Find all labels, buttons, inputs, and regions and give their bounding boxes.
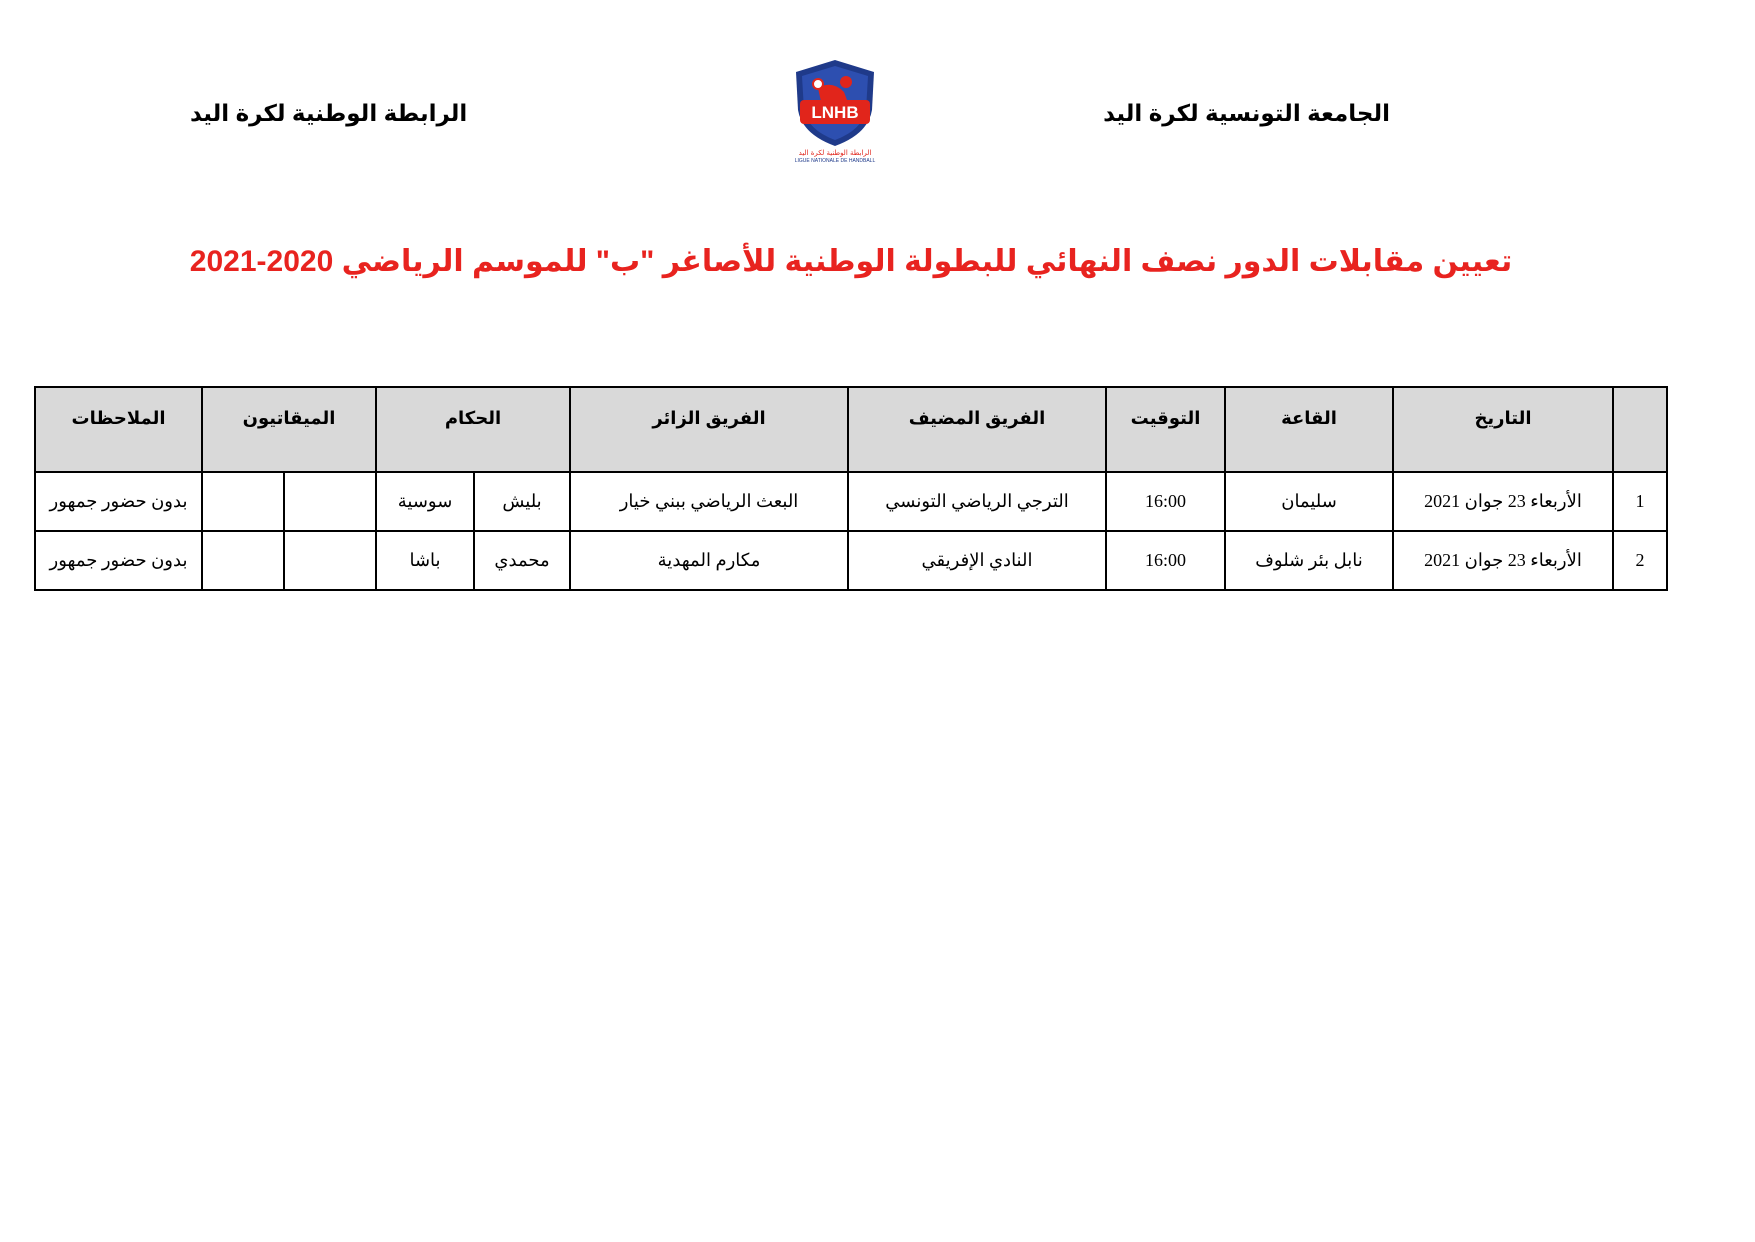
- row-number: 2: [1613, 531, 1667, 590]
- page-title: تعيين مقابلات الدور نصف النهائي للبطولة الوطنية للأصاغر "ب" للموسم الرياضي 2020-2021: [189, 245, 1513, 278]
- logo-subtitle: LIGUE NATIONALE DE HANDBALL: [794, 158, 876, 164]
- header-away-team: الفريق الزائر: [570, 387, 848, 472]
- lnhb-logo: [788, 58, 882, 164]
- header-date: التاريخ: [1393, 387, 1613, 472]
- home-team: الترجي الرياضي التونسي: [848, 472, 1106, 531]
- match-date: الأربعاء 23 جوان 2021: [1393, 531, 1613, 590]
- timekeeper-1: [284, 531, 376, 590]
- header-notes: الملاحظات: [35, 387, 202, 472]
- match-hall: نابل بئر شلوف: [1225, 531, 1393, 590]
- timekeeper-1: [284, 472, 376, 531]
- match-date: الأربعاء 23 جوان 2021: [1393, 472, 1613, 531]
- match-hall: سليمان: [1225, 472, 1393, 531]
- header-home-team: الفريق المضيف: [848, 387, 1106, 472]
- away-team: مكارم المهدية: [570, 531, 848, 590]
- match-time: 16:00: [1106, 472, 1225, 531]
- match-notes: بدون حضور جمهور: [35, 472, 202, 531]
- header-time: التوقيت: [1106, 387, 1225, 472]
- logo-text: LNHB: [811, 103, 859, 122]
- referee-1: بليش: [474, 472, 570, 531]
- timekeeper-2: [202, 472, 284, 531]
- matches-table: [34, 386, 1668, 591]
- federation-name: الجامعة التونسية لكرة اليد: [1103, 100, 1390, 126]
- header-hall: القاعة: [1225, 387, 1393, 472]
- header-timekeepers: الميقاتيون: [202, 387, 376, 472]
- match-notes: بدون حضور جمهور: [35, 531, 202, 590]
- timekeeper-2: [202, 531, 284, 590]
- row-number: 1: [1613, 472, 1667, 531]
- header-num: [1613, 387, 1667, 472]
- referee-2: سوسية: [376, 472, 474, 531]
- referee-2: باشا: [376, 531, 474, 590]
- home-team: النادي الإفريقي: [848, 531, 1106, 590]
- header-referees: الحكام: [376, 387, 570, 472]
- referee-1: محمدي: [474, 531, 570, 590]
- table-header-row: [35, 387, 1667, 472]
- match-time: 16:00: [1106, 531, 1225, 590]
- logo-arabic: الرابطة الوطنية لكرة اليد: [798, 149, 872, 157]
- away-team: البعث الرياضي ببني خيار: [570, 472, 848, 531]
- league-name: الرابطة الوطنية لكرة اليد: [190, 100, 468, 126]
- table-row: [35, 472, 1667, 531]
- table-row: [35, 531, 1667, 590]
